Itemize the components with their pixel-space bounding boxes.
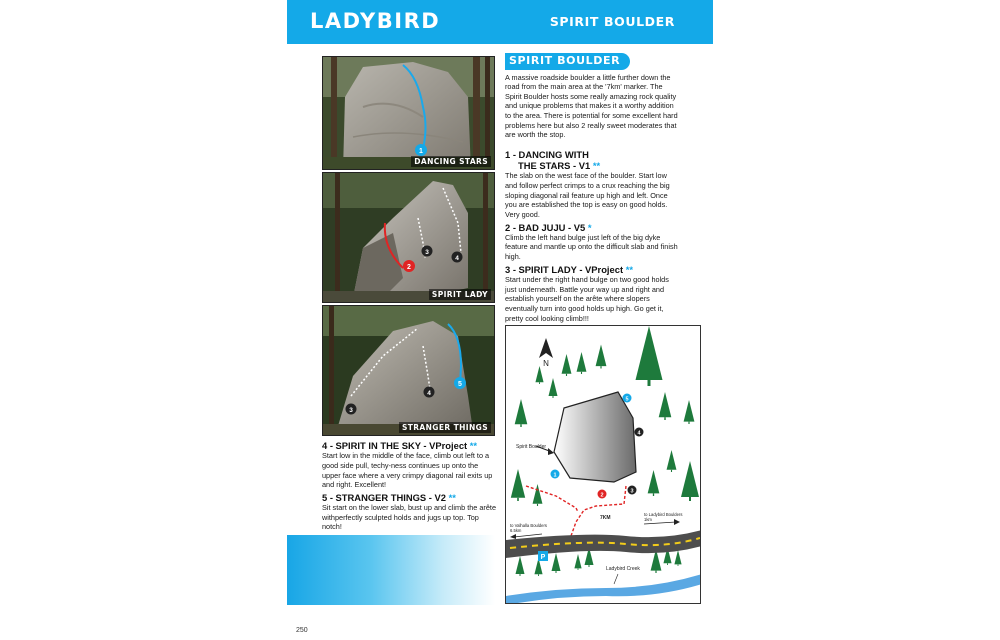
spirit-boulder-shape (554, 392, 636, 482)
photo1-marker-1: 1 (419, 148, 423, 155)
route-title: 5 - STRANGER THINGS - V2 ** (322, 491, 456, 503)
photo2-marker-2: 2 (407, 264, 411, 271)
map-marker-5: 5 (625, 396, 629, 403)
map-marker-3: 3 (630, 488, 634, 495)
parking-icon: P (540, 554, 546, 561)
route-title: 2 - BAD JUJU - V5 * (505, 221, 592, 233)
left-route-list (322, 440, 498, 534)
creek (506, 574, 701, 604)
route-description: Start under the right hand bulge on two good holds just underneath. Battle your way up and right and establish yourself on the arête where slopers eventually turn into good holds up high. Go get it, pretty cool looking climb!!! (505, 275, 669, 323)
photo3-marker-5: 5 (458, 381, 462, 388)
page-number: 250 (296, 627, 308, 634)
photo2-marker-3: 3 (425, 249, 429, 256)
photo-spirit-lady (322, 172, 495, 303)
photo-dancing-stars (322, 56, 495, 170)
route-title: 4 - SPIRIT IN THE SKY - VProject ** (322, 440, 478, 451)
north-arrow-icon (539, 338, 553, 358)
photo-caption: STRANGER THINGS (399, 422, 491, 433)
tree-icon (552, 553, 561, 573)
right-text-column (505, 53, 681, 325)
route-description: Climb the left hand bulge just left of the big dyke feature and mantle up onto the difficult slab and finish high. (505, 232, 678, 262)
photo-stranger-things (322, 305, 495, 436)
route-description: The slab on the west face of the boulder. Start low and follow perfect crimps to a crux reaching the big sloping diagonal rail feature up high and left. Once you are established the top is easy on good holds. Very good. (505, 171, 670, 219)
road (506, 530, 701, 558)
page-header (287, 0, 713, 44)
tree-icon (549, 378, 558, 398)
book-title: LADYBIRD (310, 9, 441, 33)
map-marker-2: 2 (600, 492, 604, 499)
route-description: Sit start on the lower slab, bust up and climb the arête withperfectly sculpted holds and jugs up top. Top notch! (322, 503, 497, 532)
photo3-marker-3: 3 (349, 407, 353, 414)
tree-icon (574, 554, 581, 570)
tree-icon (511, 469, 525, 501)
approach-map (505, 325, 701, 604)
north-label: N (543, 359, 549, 368)
section-title: SPIRIT BOULDER (549, 14, 675, 29)
decorative-gradient-bar (287, 535, 495, 605)
km-marker: 7KM (600, 515, 611, 521)
photo2-marker-4: 4 (455, 255, 459, 262)
creek-label: Ladybird Creek (606, 566, 640, 572)
boulder-label: Spirit Boulder (516, 444, 547, 450)
tree-icon (648, 470, 660, 496)
route-stars: ** (625, 263, 633, 275)
area-intro: A massive roadside boulder a little further down the road from the main area at the '7km' marker. The Spirit Boulder hosts some really amazing rock quality and unique problems that makes it a worthy addition to the area. There is potential for some excellent hard problems here but also 2 really sweet moderates that are worth the stop. (505, 72, 678, 140)
tree-icon (516, 556, 525, 576)
route-stars: * (587, 221, 592, 233)
tree-icon (533, 484, 543, 506)
valhalla-direction: to Valhalla Boulders 6.5km (510, 523, 547, 534)
area-title: SPIRIT BOULDER (505, 53, 630, 70)
map-marker-4: 4 (637, 430, 641, 437)
tree-icon (667, 450, 677, 472)
ladybird-direction: to Ladybird Boulders 1km (644, 512, 683, 523)
tree-icon (535, 366, 543, 384)
tree-icon (681, 461, 699, 501)
tree-icon (674, 550, 681, 566)
tree-icon (562, 354, 572, 376)
tree-icon (577, 352, 587, 374)
photo-caption: DANCING STARS (411, 156, 491, 167)
photo3-marker-4: 4 (427, 390, 431, 397)
route-stars: ** (448, 491, 456, 503)
tree-icon (636, 326, 663, 386)
route-title: 1 - DANCING WITH THE STARS - V1 ** (505, 148, 601, 172)
route-stars: ** (469, 440, 478, 451)
tree-icon (596, 345, 607, 369)
route-stars: ** (592, 160, 601, 172)
tree-icon (515, 399, 528, 427)
tree-icon (684, 400, 695, 424)
map-marker-1: 1 (553, 472, 557, 479)
route-description: Start low in the middle of the face, climb out left to a good side pull, techy-ness continues up onto the upper face where a very crimpy diagonal rail exits up and right. Excellent! (322, 451, 493, 490)
tree-icon (659, 392, 672, 420)
route-title: 3 - SPIRIT LADY - VProject ** (505, 263, 633, 275)
photo-caption: SPIRIT LADY (429, 289, 491, 300)
